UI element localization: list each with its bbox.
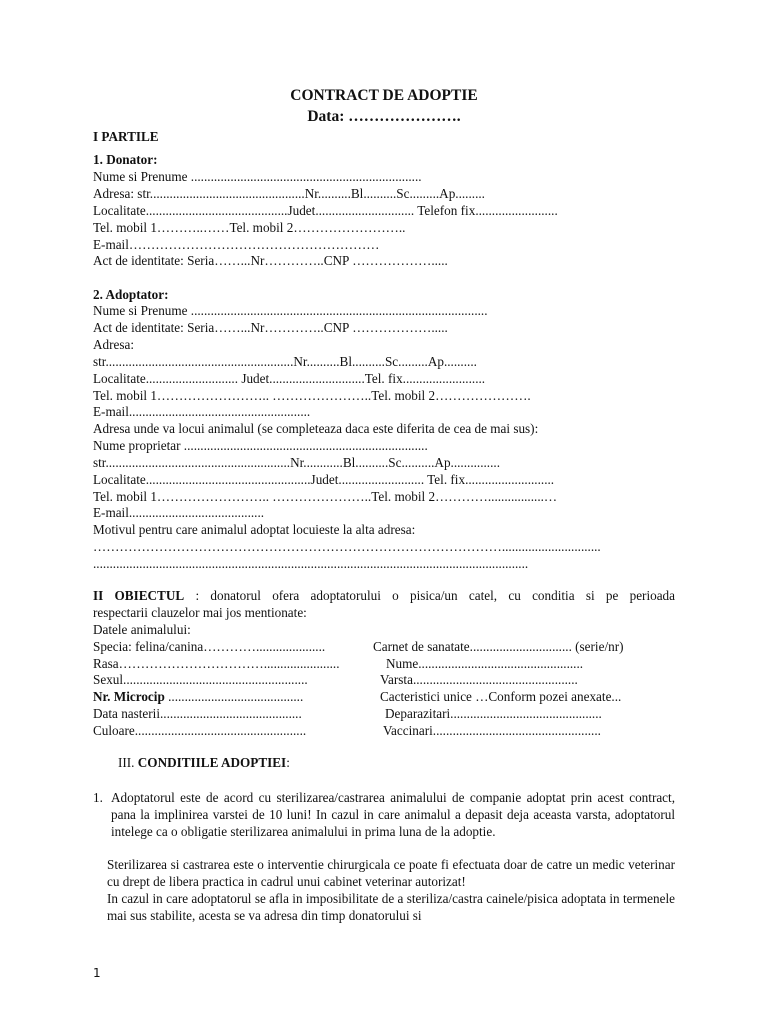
page-number: 1 (93, 966, 101, 980)
donor-phone-line[interactable]: Tel. mobil 1………..……Tel. mobil 2…………………….. (93, 220, 406, 235)
adopter-name-line[interactable]: Nume si Prenume .......................................................................................... (93, 303, 488, 318)
adopter-locality-line[interactable]: Localitate............................ Judet.............................Tel. fix......................... (93, 371, 486, 386)
section-2-line-2: respectarii clauzelor mai jos mentionate: (93, 605, 307, 620)
owner-name-line[interactable]: Nume proprietar .......................................................................... (93, 438, 428, 453)
section-2-line-1 (93, 587, 675, 604)
microchip-field[interactable] (93, 688, 303, 705)
impossibility-paragraph: In cazul in care adoptatorul se afla in imposibilitate de a steriliza/castra cainele/pisica adoptata in termenele mai sus stabilite, acesta se va adresa din timp donatorului si (107, 891, 675, 923)
age-field[interactable]: Varsta.................................................. (380, 672, 578, 687)
adopter-email-line[interactable]: E-mail....................................................... (93, 404, 311, 419)
health-book-field[interactable]: Carnet de sanatate............................... (serie/nr) (373, 639, 624, 654)
deworming-field[interactable]: Deparazitari.............................................. (385, 706, 602, 721)
animal-name-field[interactable]: Nume.................................................. (386, 656, 584, 671)
section-2-heading: II OBIECTUL (93, 588, 185, 603)
microchip-dots: ......................................... (164, 689, 304, 704)
donor-email-line[interactable]: E-mail………………………………………………… (93, 237, 380, 252)
alt-phone-line[interactable]: Tel. mobil 1…………………….. …………………..Tel. mobil 2………….................… (93, 489, 558, 504)
date-line: Data: …………………. (307, 108, 461, 125)
donor-id-line[interactable]: Act de identitate: Seria……...Nr…………..CNP ………………..... (93, 253, 448, 268)
section-3-prefix: III. (118, 755, 138, 770)
section-2-text: : donatorul ofera adoptatorului o pisica/un catel, cu conditia si pe perioada (184, 588, 676, 603)
sex-field[interactable]: Sexul........................................................ (93, 672, 308, 687)
donor-locality-line[interactable]: Localitate...........................................Judet.............................. Telefon fix......................... (93, 203, 558, 218)
color-field[interactable]: Culoare.................................................... (93, 723, 307, 738)
adopter-address-label: Adresa: (93, 337, 135, 352)
microchip-label: Nr. Microcip (93, 689, 165, 704)
donor-address-line[interactable]: Adresa: str...............................................Nr..........Bl..........Sc.........Ap......... (93, 186, 485, 201)
section-1-heading: I PARTILE (93, 129, 159, 144)
section-3-suffix: : (286, 755, 290, 770)
vaccines-field[interactable]: Vaccinari................................................... (383, 723, 601, 738)
alt-email-line[interactable]: E-mail......................................... (93, 505, 265, 520)
adopter-phone-line[interactable]: Tel. mobil 1…………………….. …………………..Tel. mobil 2…………………. (93, 388, 531, 403)
condition-item-text: Adoptatorul este de acord cu sterilizarea/castrarea animalului de companie adoptat prin acest contract, pana la implinirea varstei de 10 luni! In cazul in care animalul a depasit deja aceasta varsta, adoptatorul intelege ca o obligatie sterilizarea animalului in prima luna de la adoptie. (111, 790, 675, 839)
condition-item-number: 1. (93, 790, 103, 805)
breed-field[interactable]: Rasa……………………………....................... (93, 656, 340, 671)
donor-name-line[interactable]: Nume si Prenume ...................................................................... (93, 169, 422, 184)
reason-line-1[interactable]: ………………………………………………………………………………….............................. (93, 539, 601, 554)
adopter-heading: 2. Adoptator: (93, 287, 169, 302)
condition-item-1 (93, 789, 675, 840)
adopter-id-line[interactable]: Act de identitate: Seria……...Nr…………..CNP ………………..... (93, 320, 448, 335)
unique-traits-field[interactable]: Cacteristici unice …Conform pozei anexate... (380, 689, 622, 704)
alt-street-line[interactable]: str........................................................Nr............Bl..........Sc..........Ap............... (93, 455, 500, 470)
birth-date-field[interactable]: Data nasterii........................................... (93, 706, 302, 721)
section-3-heading-line (118, 754, 290, 771)
animal-data-label: Datele animalului: (93, 622, 191, 637)
document-title: CONTRACT DE ADOPTIE (290, 87, 478, 104)
sterilization-paragraph: Sterilizarea si castrarea este o interventie chirurgicala ce poate fi efectuata doar de catre un medic veterinar cu drept de libera practica in cadrul unui cabinet veterinar autorizat! (107, 857, 675, 889)
reason-label: Motivul pentru care animalul adoptat locuieste la alta adresa: (93, 522, 416, 537)
alt-address-label: Adresa unde va locui animalul (se completeaza daca este diferita de cea de mai sus): (93, 421, 539, 436)
species-field[interactable]: Specia: felina/canina…………..................... (93, 639, 326, 654)
section-3-heading: CONDITIILE ADOPTIEI (137, 755, 287, 770)
reason-line-2[interactable]: .................................................................................................................................... (93, 556, 529, 571)
adopter-street-line[interactable]: str.........................................................Nr..........Bl..........Sc.........Ap.......... (93, 354, 477, 369)
alt-locality-line[interactable]: Localitate..................................................Judet.......................... Tel. fix........................... (93, 472, 555, 487)
donor-heading: 1. Donator: (93, 152, 158, 167)
